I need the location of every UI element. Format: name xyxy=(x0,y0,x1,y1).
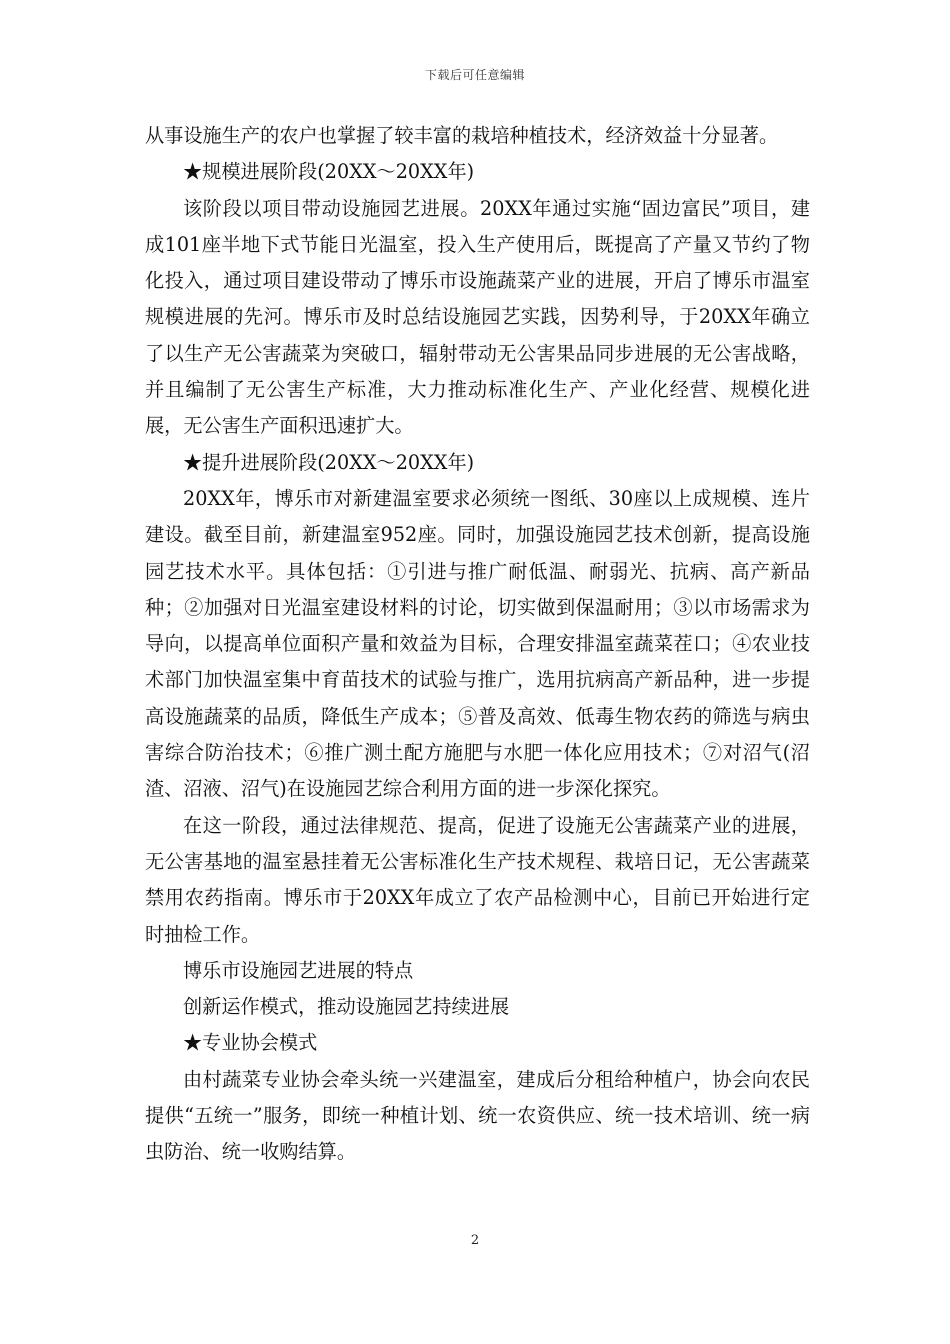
document-body xyxy=(145,118,810,1171)
section-heading: ★专业协会模式 xyxy=(183,1031,318,1055)
page-number: 2 xyxy=(470,1233,480,1248)
paragraph: 在这一阶段，通过法律规范、提高，促进了设施无公害蔬菜产业的进展，无公害基地的温室悬挂着无公害标准化生产技术规程、栽培日记，无公害蔬菜禁用农药指南。博乐市于20XX年成立了农产品检测中心，目前已开始进行定时抽检工作。 xyxy=(145,813,810,946)
section-heading: ★规模进展阶段(20XX～20XX年) xyxy=(183,160,475,184)
section-heading: 创新运作模式，推动设施园艺持续进展 xyxy=(183,995,510,1019)
page-header: 下载后可任意编辑 xyxy=(424,68,525,82)
paragraph: 由村蔬菜专业协会牵头统一兴建温室，建成后分租给种植户，协会向农民提供“五统一”服务，即统一种植计划、统一农资供应、统一技术培训、统一病虫防治、统一收购结算。 xyxy=(145,1067,810,1164)
section-heading: ★提升进展阶段(20XX～20XX年) xyxy=(183,450,475,474)
paragraph: 20XX年，博乐市对新建温室要求必须统一图纸、30座以上成规模、连片建设。截至目前，新建温室952座。同时，加强设施园艺技术创新，提高设施园艺技术水平。具体包括：①引进与推广耐低温、耐弱光、抗病、高产新品种；②加强对日光温室建设材料的讨论，切实做到保温耐用；③以市场需求为导向，以提高单位面积产量和效益为目标，合理安排温室蔬菜茬口；④农业技术部门加快温室集中育苗技术的试验与推广，选用抗病高产新品种，进一步提高设施蔬菜的品质，降低生产成本；⑤普及高效、低毒生物农药的筛选与病虫害综合防治技术；⑥推广测土配方施肥与水肥一体化应用技术；⑦对沼气(沼渣、沼液、沼气)在设施园艺综合利用方面的进一步深化探究。 xyxy=(145,486,810,801)
paragraph: 从事设施生产的农户也掌握了较丰富的栽培种植技术，经济效益十分显著。 xyxy=(145,124,779,147)
section-heading: 博乐市设施园艺进展的特点 xyxy=(183,958,414,982)
paragraph: 该阶段以项目带动设施园艺进展。20XX年通过实施“固边富民”项目，建成101座半地下式节能日光温室，投入生产使用后，既提高了产量又节约了物化投入，通过项目建设带动了博乐市设施蔬菜产业的进展，开启了博乐市温室规模进展的先河。博乐市及时总结设施园艺实践，因势利导，于20XX年确立了以生产无公害蔬菜为突破口，辐射带动无公害果品同步进展的无公害战略，并且编制了无公害生产标准，大力推动标准化生产、产业化经营、规模化进展，无公害生产面积迅速扩大。 xyxy=(145,196,810,438)
